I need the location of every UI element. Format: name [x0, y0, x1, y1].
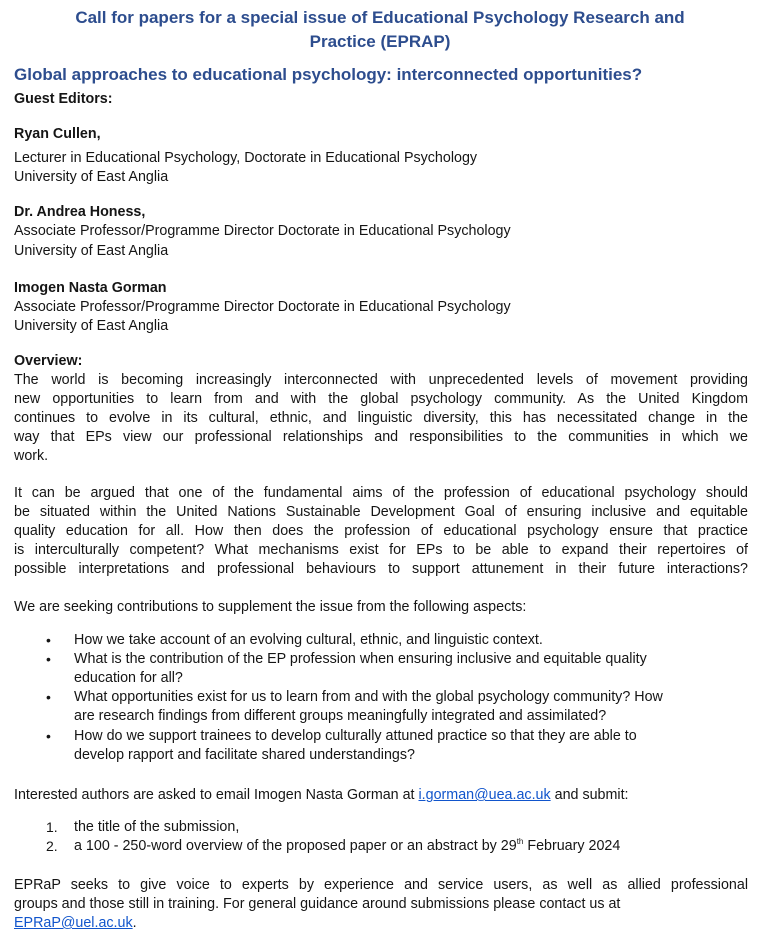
overview-line: way that EPs view our professional relationships and responsibilities to the communities in which we — [14, 429, 748, 445]
bullet-text: What opportunities exist for us to learn from and with the global psychology community? How — [74, 689, 663, 705]
closing-end: . — [132, 915, 137, 931]
bullet-icon: • — [46, 651, 51, 667]
step-number: 1. — [46, 819, 58, 835]
editor-institution: University of East Anglia — [14, 169, 169, 185]
interested-text — [14, 786, 629, 805]
paragraph-line: is interculturally competent? What mechanisms exist for EPs to be able to expand their repertoires of — [14, 542, 748, 558]
bullet-text: What is the contribution of the EP profession when ensuring inclusive and equitable quality — [74, 651, 647, 667]
editor-institution: University of East Anglia — [14, 318, 169, 334]
bullet-text: develop rapport and facilitate shared understandings? — [74, 747, 415, 763]
bullet-icon: • — [46, 632, 51, 648]
editor-name: Dr. Andrea Honess, — [14, 204, 146, 220]
overview-line: continues to evolve in its cultural, ethnic, and linguistic diversity, this has necessitated change in the — [14, 410, 748, 426]
bullet-text: are research findings from different groups meaningfully integrated and assimilated? — [74, 708, 607, 724]
step-text — [74, 837, 620, 856]
overview-line: new opportunities to learn from and with the global psychology community. As the United Kingdom — [14, 391, 748, 407]
editor-name: Ryan Cullen, — [14, 126, 101, 142]
closing-line — [14, 914, 137, 933]
step-text: the title of the submission, — [74, 819, 240, 835]
bullet-icon: • — [46, 689, 51, 705]
editor-name: Imogen Nasta Gorman — [14, 280, 167, 296]
guest-editors-heading: Guest Editors: — [14, 91, 113, 107]
title-line-2: Practice (EPRAP) — [309, 32, 451, 51]
closing-line: EPRaP seeks to give voice to experts by experience and service users, as well as allied professional — [14, 877, 748, 893]
subtitle: Global approaches to educational psychology: interconnected opportunities? — [14, 65, 643, 84]
interested-after: and submit: — [550, 787, 629, 803]
email-link-gorman[interactable]: i.gorman@uea.ac.uk — [418, 787, 551, 803]
ordinal-suffix: th — [516, 837, 524, 847]
paragraph-line: quality education for all. How then does the profession of educational psychology ensure that practice — [14, 523, 748, 539]
interested-before: Interested authors are asked to email Imogen Nasta Gorman at — [14, 787, 419, 803]
step-text-before: a 100 - 250-word overview of the proposed paper or an abstract by 29 — [74, 838, 517, 854]
bullet-icon: • — [46, 728, 51, 744]
step-number: 2. — [46, 838, 58, 854]
editor-role: Associate Professor/Programme Director Doctorate in Educational Psychology — [14, 299, 511, 315]
paragraph-line: be situated within the United Nations Sustainable Development Goal of ensuring inclusive and equitable — [14, 504, 748, 520]
overview-heading: Overview: — [14, 353, 83, 369]
bullet-text: education for all? — [74, 670, 183, 686]
editor-institution: University of East Anglia — [14, 243, 169, 259]
editor-role: Associate Professor/Programme Director Doctorate in Educational Psychology — [14, 223, 511, 239]
email-link-eprap[interactable]: EPRaP@uel.ac.uk — [14, 915, 133, 931]
closing-line: groups and those still in training. For general guidance around submissions please contact us at — [14, 896, 621, 912]
overview-line: work. — [14, 448, 49, 464]
bullet-text: How we take account of an evolving cultural, ethnic, and linguistic context. — [74, 632, 543, 648]
paragraph-line: It can be argued that one of the fundamental aims of the profession of educational psychology should — [14, 485, 748, 501]
title-line-1: Call for papers for a special issue of Educational Psychology Research and — [75, 8, 685, 27]
step-text-after: February 2024 — [523, 838, 621, 854]
overview-line: The world is becoming increasingly interconnected with unprecedented levels of movement providing — [14, 372, 748, 388]
editor-role: Lecturer in Educational Psychology, Doctorate in Educational Psychology — [14, 150, 478, 166]
seeking-text: We are seeking contributions to supplement the issue from the following aspects: — [14, 599, 527, 615]
paragraph-line: possible interpretations and professional behaviours to support attunement in their future interactions? — [14, 561, 748, 577]
bullet-text: How do we support trainees to develop culturally attuned practice so that they are able to — [74, 728, 637, 744]
